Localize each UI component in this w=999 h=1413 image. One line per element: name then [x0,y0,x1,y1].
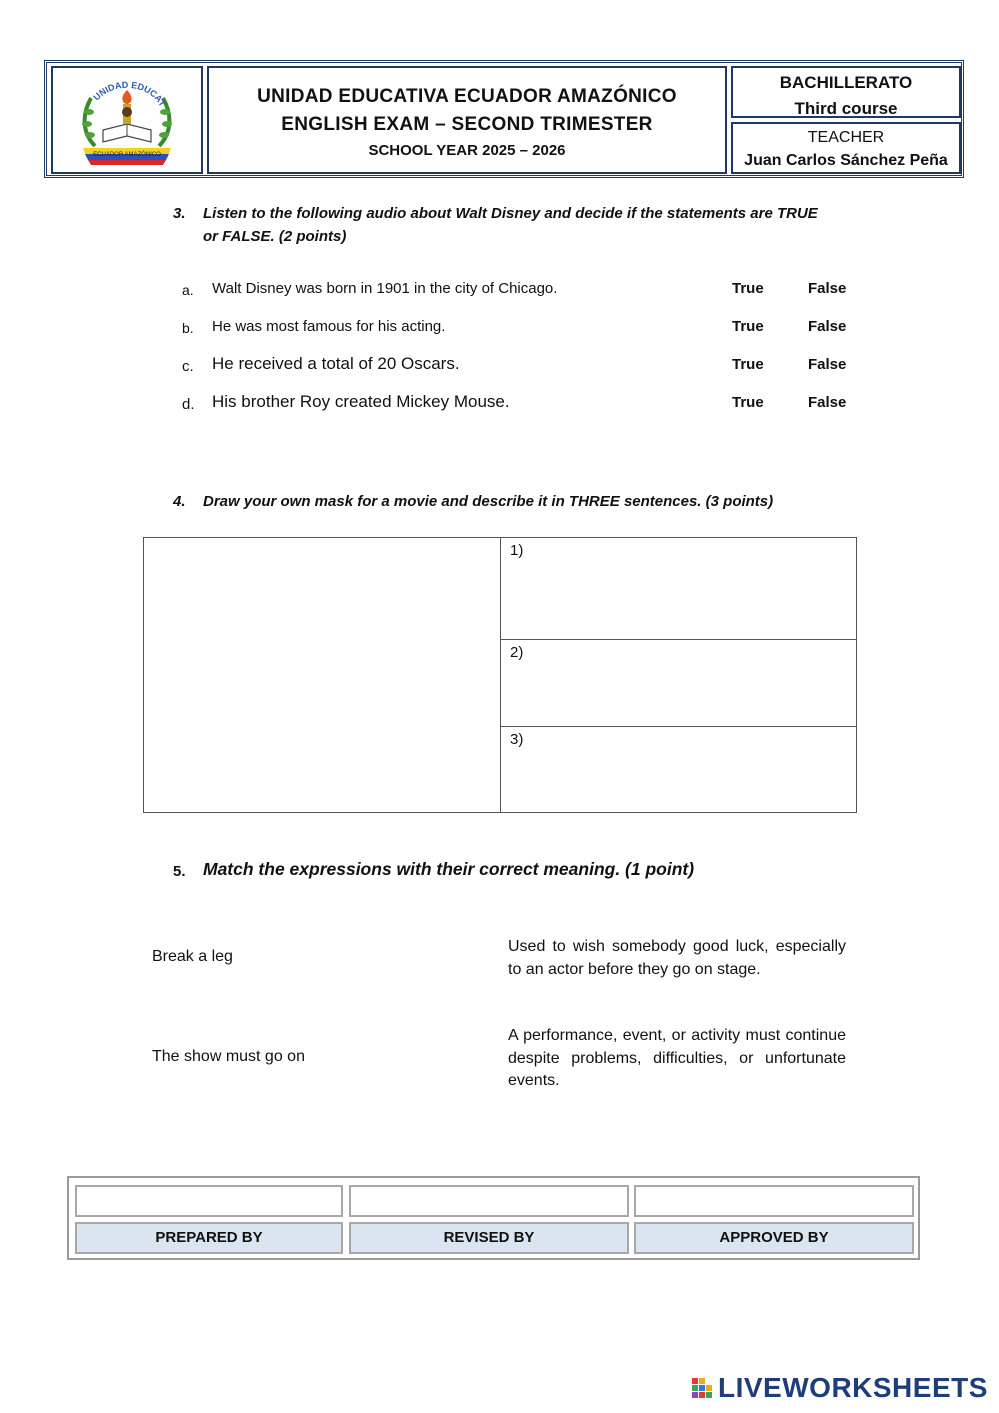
question-5-text: Match the expressions with their correct meaning. (1 point) [203,859,695,879]
question-4-text: Draw your own mask for a movie and describe it in THREE sentences. (3 points) [203,493,774,510]
revised-by-label: REVISED BY [349,1222,629,1254]
approved-by-label: APPROVED BY [634,1222,914,1254]
expression-1[interactable]: Break a leg [152,948,233,965]
sentence-number: 3) [510,731,524,748]
false-option[interactable]: False [808,318,847,335]
statement-text: Walt Disney was born in 1901 in the city of Chicago. [212,280,558,297]
exam-header [44,60,964,178]
signature-table [67,1176,920,1260]
question-4-number: 4. [173,493,186,510]
svg-text:ECUADOR AMAZÓNICO: ECUADOR AMAZÓNICO [93,152,161,158]
watermark-text: LIVEWORKSHEETS [718,1372,988,1403]
level-label: BACHILLERATO [779,73,913,92]
false-option[interactable]: False [808,280,847,297]
prepared-by-signature [75,1185,343,1217]
prepared-by-label: PREPARED BY [75,1222,343,1254]
question-5-title [173,858,873,884]
statement-d [182,392,862,416]
sentence-box-2[interactable] [501,640,856,727]
statement-letter: c. [182,358,194,375]
true-option[interactable]: True [732,394,764,411]
true-option[interactable]: True [732,318,764,335]
revised-by-signature [349,1185,629,1217]
meaning-2[interactable]: A performance, event, or activity must continue despite problems, difficulties, or unfortunate events. [508,1027,846,1089]
mask-drawing-area[interactable] [144,538,501,812]
sentence-number: 2) [510,644,524,661]
question-3-title [173,202,873,250]
expression-2[interactable]: The show must go on [152,1048,305,1065]
meaning-1[interactable]: Used to wish somebody good luck, especially to an actor before they go on stage. [508,938,846,978]
mask-table [143,537,857,813]
teacher-cell [731,122,961,174]
approved-by-signature [634,1185,914,1217]
true-option[interactable]: True [732,356,764,373]
statement-c [182,354,862,378]
title-cell [207,66,727,174]
statement-text: He received a total of 20 Oscars. [212,354,460,373]
logo-cell [51,66,203,174]
exam-title: ENGLISH EXAM – SECOND TRIMESTER [281,114,653,135]
school-logo [53,68,201,172]
statement-text: He was most famous for his acting. [212,318,446,335]
false-option[interactable]: False [808,356,847,373]
sentence-box-1[interactable] [501,538,856,640]
question-5-number: 5. [173,863,186,880]
statement-text: His brother Roy created Mickey Mouse. [212,392,510,411]
false-option[interactable]: False [808,394,847,411]
statement-b [182,316,862,340]
true-option[interactable]: True [732,280,764,297]
statement-letter: b. [182,320,194,336]
question-4-title [173,490,873,514]
question-3-line1: Listen to the following audio about Walt Disney and decide if the statements are TRUE [203,205,818,222]
sentence-number: 1) [510,542,524,559]
svg-text:UNIDAD EDUCATIVA: UNIDAD EDUCAT [91,79,168,109]
course-label: Third course [794,99,898,118]
question-3-number: 3. [173,205,186,222]
school-year: SCHOOL YEAR 2025 – 2026 [368,142,566,159]
statement-letter: d. [182,396,195,413]
level-cell [731,66,961,118]
liveworksheets-logo-icon [692,1378,714,1402]
teacher-name: Juan Carlos Sánchez Peña [744,152,948,169]
question-3-line2: or FALSE. (2 points) [203,228,347,245]
school-name: UNIDAD EDUCATIVA ECUADOR AMAZÓNICO [257,86,677,107]
statement-a [182,278,862,302]
teacher-label: TEACHER [807,129,885,146]
statement-letter: a. [182,282,194,298]
sentence-box-3[interactable] [501,727,856,812]
